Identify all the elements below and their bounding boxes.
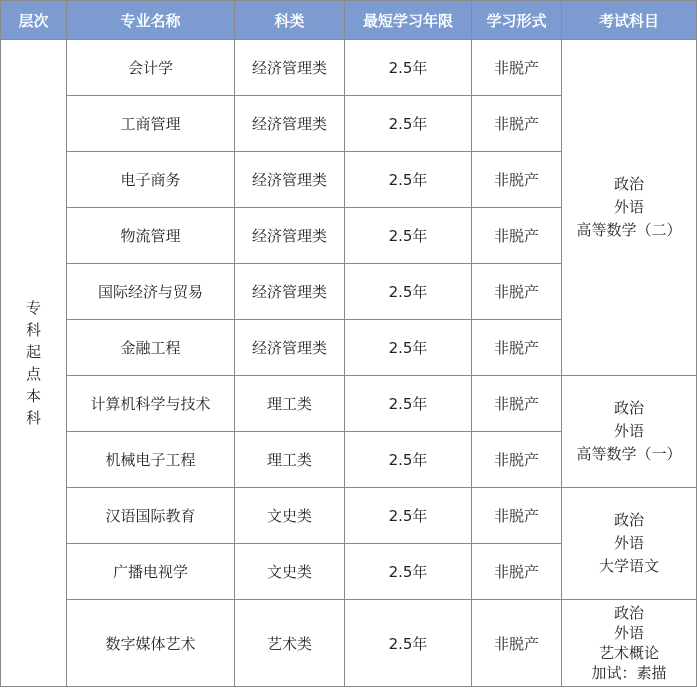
header-category: 科类 (235, 1, 345, 40)
major-cell: 国际经济与贸易 (67, 264, 235, 320)
exam-subject: 外语 (613, 198, 644, 216)
major-cell: 机械电子工程 (67, 432, 235, 488)
exam-subject: 外语 (613, 624, 644, 642)
years-cell: 2.5年 (345, 488, 472, 544)
form-cell: 非脱产 (472, 152, 562, 208)
header-exam: 考试科目 (562, 1, 697, 40)
form-cell: 非脱产 (472, 264, 562, 320)
category-cell: 经济管理类 (235, 40, 345, 96)
years-cell: 2.5年 (345, 152, 472, 208)
category-cell: 经济管理类 (235, 208, 345, 264)
exam-subject: 大学语文 (598, 557, 659, 575)
major-cell: 数字媒体艺术 (67, 600, 235, 687)
level-cell (1, 40, 67, 687)
major-cell: 物流管理 (67, 208, 235, 264)
years-cell: 2.5年 (345, 208, 472, 264)
years-cell: 2.5年 (345, 432, 472, 488)
exam-subject: 艺术概论 (598, 644, 659, 662)
major-cell: 广播电视学 (67, 544, 235, 600)
level-char: 起 (25, 343, 41, 361)
category-cell: 经济管理类 (235, 320, 345, 376)
header-years: 最短学习年限 (345, 1, 472, 40)
category-cell: 理工类 (235, 432, 345, 488)
years-cell: 2.5年 (345, 96, 472, 152)
category-cell: 文史类 (235, 488, 345, 544)
table-row (1, 488, 697, 544)
form-cell: 非脱产 (472, 376, 562, 432)
years-cell: 2.5年 (345, 40, 472, 96)
category-cell: 经济管理类 (235, 152, 345, 208)
years-cell: 2.5年 (345, 264, 472, 320)
exam-subject: 政治 (613, 175, 644, 193)
category-cell: 经济管理类 (235, 264, 345, 320)
major-cell: 会计学 (67, 40, 235, 96)
exam-subject: 外语 (613, 534, 644, 552)
major-cell: 汉语国际教育 (67, 488, 235, 544)
exam-cell (562, 600, 697, 687)
form-cell: 非脱产 (472, 96, 562, 152)
header-form: 学习形式 (472, 1, 562, 40)
table-row (1, 600, 697, 687)
category-cell: 理工类 (235, 376, 345, 432)
major-cell: 工商管理 (67, 96, 235, 152)
table-header-row (1, 1, 697, 40)
header-major: 专业名称 (67, 1, 235, 40)
table-row (1, 40, 697, 96)
form-cell: 非脱产 (472, 208, 562, 264)
exam-subject: 政治 (613, 604, 644, 622)
level-char: 点 (25, 365, 41, 383)
category-cell: 文史类 (235, 544, 345, 600)
years-cell: 2.5年 (345, 600, 472, 687)
exam-cell (562, 376, 697, 488)
level-char: 科 (25, 409, 41, 427)
level-char: 本 (25, 387, 41, 405)
exam-subject: 高等数学（二） (576, 221, 682, 239)
years-cell: 2.5年 (345, 376, 472, 432)
major-cell: 金融工程 (67, 320, 235, 376)
years-cell: 2.5年 (345, 320, 472, 376)
exam-subject: 加试：素描 (591, 664, 667, 682)
table-row (1, 376, 697, 432)
form-cell: 非脱产 (472, 320, 562, 376)
category-cell: 经济管理类 (235, 96, 345, 152)
form-cell: 非脱产 (472, 432, 562, 488)
form-cell: 非脱产 (472, 40, 562, 96)
exam-subject: 政治 (613, 399, 644, 417)
exam-subject: 政治 (613, 511, 644, 529)
exam-subject: 高等数学（一） (576, 445, 682, 463)
level-char: 科 (25, 321, 41, 339)
form-cell: 非脱产 (472, 600, 562, 687)
category-cell: 艺术类 (235, 600, 345, 687)
exam-cell (562, 488, 697, 600)
years-cell: 2.5年 (345, 544, 472, 600)
form-cell: 非脱产 (472, 488, 562, 544)
major-cell: 电子商务 (67, 152, 235, 208)
exam-subject: 外语 (613, 422, 644, 440)
form-cell: 非脱产 (472, 544, 562, 600)
level-char: 专 (25, 299, 41, 317)
major-cell: 计算机科学与技术 (67, 376, 235, 432)
header-level: 层次 (1, 1, 67, 40)
exam-cell (562, 40, 697, 376)
